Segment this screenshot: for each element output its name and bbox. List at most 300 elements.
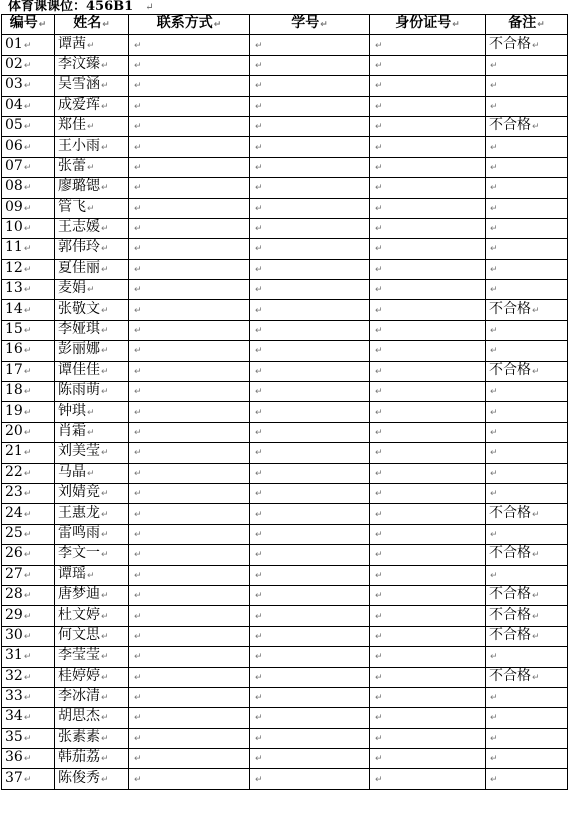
paragraph-mark-icon: ↵	[255, 101, 263, 112]
cell-id-text: 37	[5, 769, 23, 786]
cell-id-text: 15	[5, 321, 23, 338]
cell-name-text: 郑佳	[58, 117, 86, 134]
paragraph-mark-icon: ↵	[375, 693, 383, 704]
cell-id-card	[370, 422, 486, 442]
cell-name	[55, 96, 129, 116]
cell-contact	[129, 300, 250, 320]
cell-remarks	[486, 565, 568, 585]
paragraph-mark-icon: ↵	[23, 122, 32, 133]
paragraph-mark-icon: ↵	[101, 713, 109, 724]
paragraph-mark-icon: ↵	[375, 142, 383, 153]
cell-id-card	[370, 157, 486, 177]
table-row	[2, 667, 568, 687]
paragraph-mark-icon: ↵	[134, 264, 142, 275]
paragraph-mark-icon: ↵	[23, 754, 32, 765]
cell-student-number	[250, 749, 370, 769]
cell-id	[2, 565, 55, 585]
table-row	[2, 769, 568, 789]
cell-name-text: 谭瑶	[58, 565, 86, 582]
cell-remarks	[486, 606, 568, 626]
paragraph-mark-icon: ↵	[87, 570, 95, 581]
cell-id-text: 02	[5, 55, 23, 72]
cell-student-number	[250, 545, 370, 565]
paragraph-mark-icon: ↵	[490, 387, 498, 398]
paragraph-mark-icon: ↵	[255, 387, 263, 398]
column-header-student-number: 学号↵	[250, 15, 370, 35]
paragraph-mark-icon: ↵	[255, 183, 263, 194]
cell-name-text: 谭佳佳	[58, 361, 100, 378]
cell-name-text: 刘美莹	[58, 443, 100, 460]
cell-remarks	[486, 137, 568, 157]
column-header-id-card: 身份证号↵	[370, 15, 486, 35]
table-row	[2, 463, 568, 483]
cell-id-text: 04	[5, 96, 23, 113]
paragraph-mark-icon: ↵	[490, 652, 498, 663]
table-row	[2, 626, 568, 646]
cell-name	[55, 463, 129, 483]
table-row	[2, 259, 568, 279]
cell-remarks	[486, 443, 568, 463]
cell-remarks	[486, 483, 568, 503]
cell-id-card	[370, 687, 486, 707]
paragraph-mark-icon: ↵	[134, 693, 142, 704]
cell-id-card	[370, 504, 486, 524]
cell-remarks-text: 不合格	[489, 606, 531, 623]
paragraph-mark-icon: ↵	[375, 122, 383, 133]
cell-id-text: 03	[5, 76, 23, 93]
cell-id-card	[370, 116, 486, 136]
paragraph-mark-icon: ↵	[375, 285, 383, 296]
table-row	[2, 687, 568, 707]
paragraph-mark-icon: ↵	[87, 285, 95, 296]
paragraph-mark-icon: ↵	[101, 326, 109, 337]
paragraph-mark-icon: ↵	[490, 224, 498, 235]
cell-name	[55, 585, 129, 605]
paragraph-mark-icon: ↵	[375, 774, 383, 785]
cell-name-text: 王小雨	[58, 137, 100, 154]
paragraph-mark-icon: ↵	[490, 693, 498, 704]
cell-id-card	[370, 300, 486, 320]
table-row	[2, 35, 568, 55]
paragraph-mark-icon: ↵	[255, 489, 263, 500]
cell-remarks	[486, 239, 568, 259]
paragraph-mark-icon: ↵	[23, 81, 32, 92]
cell-remarks	[486, 647, 568, 667]
cell-contact	[129, 545, 250, 565]
roster-body	[2, 35, 568, 789]
cell-id-text: 25	[5, 524, 23, 541]
cell-name-text: 王惠龙	[58, 504, 100, 521]
cell-student-number	[250, 524, 370, 544]
cell-remarks	[486, 382, 568, 402]
paragraph-mark-icon: ↵	[87, 162, 95, 173]
paragraph-mark-icon: ↵	[490, 60, 498, 71]
paragraph-mark-icon: ↵	[375, 60, 383, 71]
table-row	[2, 55, 568, 75]
paragraph-mark-icon: ↵	[23, 448, 32, 459]
cell-name-text: 吴雪涵	[58, 76, 100, 93]
paragraph-mark-icon: ↵	[23, 162, 32, 173]
paragraph-mark-icon: ↵	[490, 244, 498, 255]
paragraph-mark-icon: ↵	[490, 428, 498, 438]
cell-contact	[129, 708, 250, 728]
cell-name-text: 刘婧竞	[58, 484, 100, 501]
cell-student-number	[250, 320, 370, 340]
cell-name	[55, 382, 129, 402]
paragraph-mark-icon: ↵	[255, 264, 263, 275]
paragraph-mark-icon: ↵	[375, 101, 383, 112]
cell-contact	[129, 728, 250, 748]
cell-contact	[129, 218, 250, 238]
paragraph-mark-icon: ↵	[134, 550, 142, 561]
paragraph-mark-icon: ↵	[532, 550, 540, 561]
paragraph-mark-icon: ↵	[490, 448, 498, 459]
paragraph-mark-icon: ↵	[23, 224, 32, 235]
cell-name-text: 夏佳丽	[58, 259, 100, 276]
paragraph-mark-icon: ↵	[255, 60, 263, 71]
cell-remarks-text: 不合格	[489, 545, 531, 562]
paragraph-mark-icon: ↵	[375, 326, 383, 337]
cell-remarks-text: 不合格	[489, 300, 531, 317]
paragraph-mark-icon: ↵	[134, 509, 142, 520]
cell-id-text: 18	[5, 382, 23, 399]
paragraph-mark-icon: ↵	[255, 346, 263, 357]
paragraph-mark-icon: ↵	[101, 591, 109, 602]
paragraph-mark-icon: ↵	[23, 652, 32, 663]
cell-name	[55, 280, 129, 300]
table-row	[2, 483, 568, 503]
cell-remarks	[486, 55, 568, 75]
paragraph-mark-icon: ↵	[134, 60, 142, 71]
paragraph-mark-icon: ↵	[375, 733, 383, 744]
paragraph-mark-icon: ↵	[490, 529, 498, 540]
paragraph-mark-icon: ↵	[134, 407, 142, 418]
cell-name-text: 管飞	[58, 198, 86, 215]
cell-contact	[129, 463, 250, 483]
paragraph-mark-icon: ↵	[375, 611, 383, 622]
paragraph-mark-icon: ↵	[101, 101, 109, 112]
cell-id	[2, 280, 55, 300]
cell-name	[55, 422, 129, 442]
roster-table	[1, 14, 568, 790]
cell-id-card	[370, 565, 486, 585]
paragraph-mark-icon: ↵	[101, 754, 109, 765]
cell-id-card	[370, 626, 486, 646]
paragraph-mark-icon: ↵	[255, 713, 263, 724]
cell-id	[2, 443, 55, 463]
paragraph-mark-icon: ↵	[23, 529, 32, 540]
cell-name	[55, 708, 129, 728]
cell-remarks	[486, 157, 568, 177]
paragraph-mark-icon: ↵	[87, 122, 95, 133]
paragraph-mark-icon: ↵	[101, 550, 109, 561]
paragraph-mark-icon: ↵	[255, 428, 263, 438]
paragraph-mark-icon: ↵	[134, 244, 142, 255]
cell-id-text: 10	[5, 219, 23, 236]
paragraph-mark-icon: ↵	[490, 101, 498, 112]
paragraph-mark-icon: ↵	[532, 40, 540, 51]
cell-name-text: 廖璐锶	[58, 178, 100, 195]
paragraph-mark-icon: ↵	[255, 142, 263, 153]
paragraph-mark-icon: ↵	[134, 162, 142, 173]
paragraph-mark-icon: ↵	[255, 733, 263, 744]
cell-id-card	[370, 402, 486, 422]
paragraph-mark-icon: ↵	[23, 142, 32, 153]
paragraph-mark-icon: ↵	[101, 366, 109, 377]
cell-id	[2, 76, 55, 96]
cell-id-text: 08	[5, 178, 23, 195]
cell-id	[2, 341, 55, 361]
paragraph-mark-icon: ↵	[101, 264, 109, 275]
cell-id	[2, 647, 55, 667]
cell-id-card	[370, 55, 486, 75]
cell-name	[55, 137, 129, 157]
paragraph-mark-icon: ↵	[23, 733, 32, 744]
table-row	[2, 198, 568, 218]
paragraph-mark-icon: ↵	[134, 754, 142, 765]
paragraph-mark-icon: ↵	[255, 40, 263, 51]
cell-id-text: 14	[5, 300, 23, 317]
cell-name-text: 彭丽娜	[58, 341, 100, 358]
cell-id-text: 09	[5, 198, 23, 215]
paragraph-mark-icon: ↵	[134, 733, 142, 744]
cell-student-number	[250, 687, 370, 707]
cell-id-text: 27	[5, 565, 23, 582]
cell-name-text: 李汶臻	[58, 55, 100, 72]
cell-remarks	[486, 626, 568, 646]
cell-student-number	[250, 626, 370, 646]
paragraph-mark-icon: ↵	[490, 407, 498, 418]
cell-remarks	[486, 504, 568, 524]
cell-contact	[129, 443, 250, 463]
cell-name-text: 胡思杰	[58, 708, 100, 725]
column-header-name: 姓名↵	[55, 15, 129, 35]
paragraph-mark-icon: ↵	[134, 142, 142, 153]
cell-name-text: 李文一	[58, 545, 100, 562]
paragraph-mark-icon: ↵	[101, 631, 109, 642]
paragraph-mark-icon: ↵	[375, 305, 383, 316]
cell-contact	[129, 382, 250, 402]
cell-remarks	[486, 178, 568, 198]
cell-id-card	[370, 198, 486, 218]
cell-id-text: 36	[5, 749, 23, 766]
cell-remarks	[486, 769, 568, 789]
paragraph-mark-icon: ↵	[134, 611, 142, 622]
cell-remarks	[486, 280, 568, 300]
paragraph-mark-icon: ↵	[255, 305, 263, 316]
table-row	[2, 565, 568, 585]
paragraph-mark-icon: ↵	[23, 489, 32, 500]
cell-id	[2, 422, 55, 442]
table-row	[2, 749, 568, 769]
table-row	[2, 157, 568, 177]
paragraph-mark-icon: ↵	[375, 203, 383, 214]
cell-student-number	[250, 96, 370, 116]
cell-contact	[129, 361, 250, 381]
paragraph-mark-icon: ↵	[255, 652, 263, 663]
cell-name-text: 张敬文	[58, 300, 100, 317]
paragraph-mark-icon: ↵	[134, 305, 142, 316]
cell-remarks	[486, 96, 568, 116]
cell-id-card	[370, 320, 486, 340]
paragraph-mark-icon: ↵	[134, 468, 142, 479]
heading-value: 456B1	[86, 0, 134, 14]
cell-name-text: 李冰清	[58, 688, 100, 705]
paragraph-mark-icon: ↵	[375, 672, 383, 683]
table-row	[2, 137, 568, 157]
paragraph-mark-icon: ↵	[255, 693, 263, 704]
paragraph-mark-icon: ↵	[23, 326, 32, 337]
paragraph-mark-icon: ↵	[134, 489, 142, 500]
cell-name	[55, 35, 129, 55]
cell-remarks	[486, 218, 568, 238]
paragraph-mark-icon: ↵	[532, 672, 540, 683]
paragraph-mark-icon: ↵	[255, 407, 263, 418]
cell-id-card	[370, 647, 486, 667]
paragraph-mark-icon: ↵	[255, 672, 263, 683]
paragraph-mark-icon: ↵	[490, 81, 498, 92]
paragraph-mark-icon: ↵	[134, 591, 142, 602]
table-row	[2, 524, 568, 544]
cell-name	[55, 300, 129, 320]
paragraph-mark-icon: ↵	[255, 509, 263, 520]
paragraph-mark-icon: ↵	[134, 122, 142, 133]
cell-id-card	[370, 178, 486, 198]
cell-id	[2, 626, 55, 646]
cell-name	[55, 178, 129, 198]
cell-id-card	[370, 585, 486, 605]
cell-name	[55, 76, 129, 96]
cell-contact	[129, 76, 250, 96]
table-row	[2, 708, 568, 728]
table-row	[2, 76, 568, 96]
paragraph-mark-icon: ↵	[134, 183, 142, 194]
paragraph-mark-icon: ↵	[255, 326, 263, 337]
cell-contact	[129, 585, 250, 605]
cell-id-text: 29	[5, 606, 23, 623]
paragraph-mark-icon: ↵	[87, 407, 95, 418]
paragraph-mark-icon: ↵	[134, 387, 142, 398]
cell-id	[2, 35, 55, 55]
cell-name-text: 成爱珲	[58, 96, 100, 113]
paragraph-mark-icon: ↵	[490, 162, 498, 173]
cell-student-number	[250, 259, 370, 279]
cell-contact	[129, 137, 250, 157]
paragraph-mark-icon: ↵	[375, 489, 383, 500]
cell-id-text: 06	[5, 137, 23, 154]
cell-contact	[129, 259, 250, 279]
table-row	[2, 728, 568, 748]
cell-name	[55, 647, 129, 667]
cell-id	[2, 218, 55, 238]
cell-name	[55, 55, 129, 75]
cell-remarks	[486, 585, 568, 605]
cell-contact	[129, 422, 250, 442]
paragraph-mark-icon: ↵	[101, 346, 109, 357]
cell-id-card	[370, 769, 486, 789]
cell-id-text: 30	[5, 626, 23, 643]
cell-id-card	[370, 463, 486, 483]
table-row	[2, 585, 568, 605]
cell-name	[55, 239, 129, 259]
cell-id	[2, 239, 55, 259]
cell-id-card	[370, 545, 486, 565]
cell-contact	[129, 504, 250, 524]
cell-remarks	[486, 198, 568, 218]
paragraph-mark-icon: ↵	[375, 40, 383, 51]
cell-student-number	[250, 55, 370, 75]
cell-student-number	[250, 504, 370, 524]
paragraph-mark-icon: ↵	[23, 203, 32, 214]
cell-id-card	[370, 218, 486, 238]
cell-id-text: 33	[5, 688, 23, 705]
cell-name	[55, 626, 129, 646]
cell-student-number	[250, 728, 370, 748]
cell-remarks-text: 不合格	[489, 667, 531, 684]
cell-id	[2, 382, 55, 402]
cell-name	[55, 218, 129, 238]
paragraph-mark-icon: ↵	[490, 346, 498, 357]
paragraph-mark-icon: ↵	[490, 754, 498, 765]
paragraph-mark-icon: ↵	[375, 468, 383, 479]
table-row	[2, 361, 568, 381]
table-row	[2, 341, 568, 361]
cell-contact	[129, 667, 250, 687]
cell-student-number	[250, 218, 370, 238]
cell-remarks-text: 不合格	[489, 117, 531, 134]
cell-student-number	[250, 769, 370, 789]
cell-remarks	[486, 422, 568, 442]
table-row	[2, 606, 568, 626]
paragraph-mark-icon: ↵	[134, 40, 142, 51]
cell-student-number	[250, 137, 370, 157]
cell-id-text: 17	[5, 361, 23, 378]
paragraph-mark-icon: ↵	[23, 693, 32, 704]
paragraph-mark-icon: ↵	[134, 570, 142, 581]
paragraph-mark-icon: ↵	[532, 631, 540, 642]
paragraph-mark-icon: ↵	[23, 387, 32, 398]
paragraph-mark-icon: ↵	[375, 366, 383, 377]
cell-name-text: 陈雨萌	[58, 382, 100, 399]
cell-remarks-text: 不合格	[489, 626, 531, 643]
cell-student-number	[250, 708, 370, 728]
paragraph-mark-icon: ↵	[23, 40, 32, 51]
paragraph-mark-icon: ↵	[490, 326, 498, 337]
cell-id-card	[370, 361, 486, 381]
cell-id	[2, 728, 55, 748]
paragraph-mark-icon: ↵	[23, 346, 32, 357]
paragraph-mark-icon: ↵	[490, 142, 498, 153]
table-header-row	[2, 15, 568, 35]
table-row	[2, 239, 568, 259]
cell-name-text: 何文思	[58, 626, 100, 643]
document-heading	[8, 0, 154, 14]
cell-id	[2, 749, 55, 769]
table-row	[2, 402, 568, 422]
paragraph-mark-icon: ↵	[101, 60, 109, 71]
cell-id	[2, 157, 55, 177]
cell-id-card	[370, 76, 486, 96]
cell-id	[2, 667, 55, 687]
cell-contact	[129, 483, 250, 503]
cell-name	[55, 504, 129, 524]
cell-id-card	[370, 35, 486, 55]
paragraph-mark-icon: ↵	[255, 366, 263, 377]
cell-name	[55, 687, 129, 707]
heading-label: 体育课课位：	[8, 0, 87, 14]
cell-id-text: 21	[5, 443, 23, 460]
cell-student-number	[250, 35, 370, 55]
